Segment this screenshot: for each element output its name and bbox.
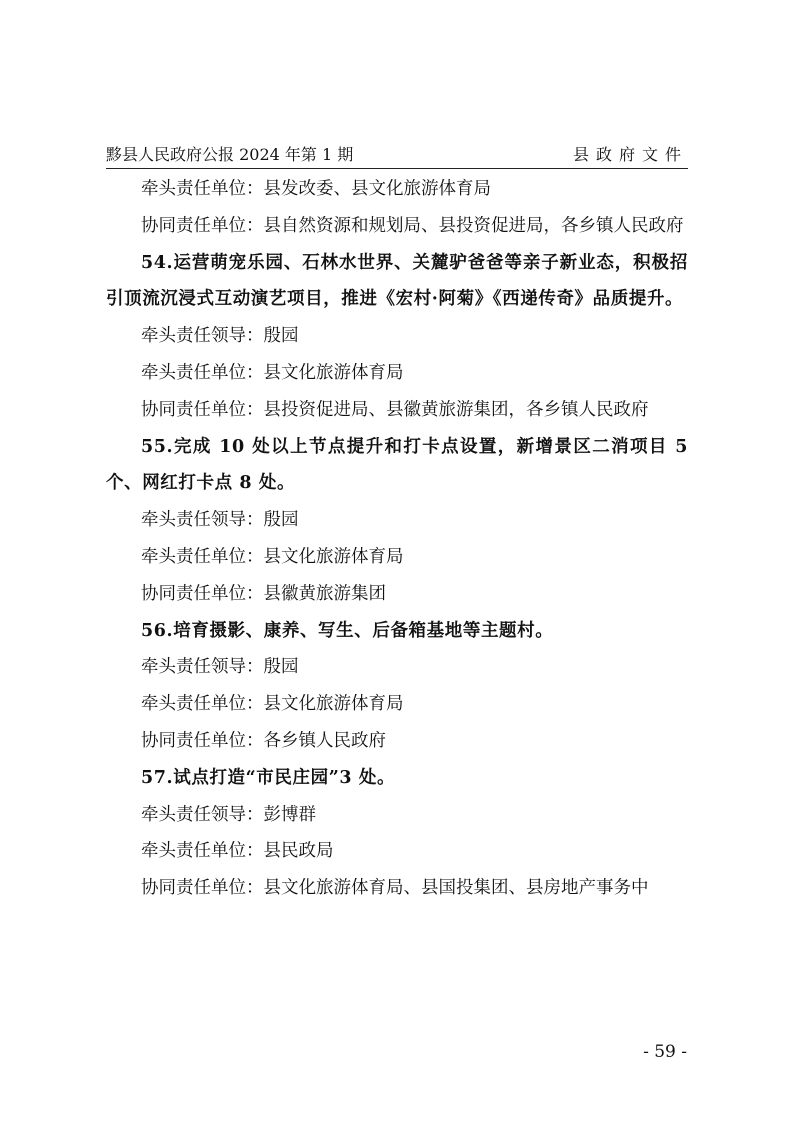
paragraph-lead-leader: 牵头责任领导：殷园 <box>141 657 299 678</box>
paragraph-lead-unit: 牵头责任单位：县文化旅游体育局 <box>141 362 404 383</box>
paragraph-cooperating-unit: 协同责任单位：县自然资源和规划局、县投资促进局，各乡镇人民政府 <box>141 215 684 236</box>
paragraph-lead-unit: 牵头责任单位：县民政局 <box>141 841 334 862</box>
paragraph-lead-leader: 牵头责任领导：殷园 <box>141 326 299 347</box>
section-title: 县政府文件 <box>572 145 688 164</box>
paragraph-cooperating-unit: 协同责任单位：县投资促进局、县徽黄旅游集团，各乡镇人民政府 <box>141 399 649 420</box>
paragraph-lead-unit: 牵头责任单位：县文化旅游体育局 <box>141 694 404 715</box>
paragraph-lead-unit: 牵头责任单位：县发改委、县文化旅游体育局 <box>141 179 491 199</box>
item-56: 56.培育摄影、康养、写生、后备箱基地等主题村。 <box>141 620 554 641</box>
paragraph-lead-leader: 牵头责任领导：殷园 <box>141 510 299 531</box>
paragraph-cooperating-unit: 协同责任单位：县徽黄旅游集团 <box>141 583 386 604</box>
item-57: 57.试点打造“市民庄园”3 处。 <box>141 767 396 788</box>
paragraph-cooperating-unit: 协同责任单位：县文化旅游体育局、县国投集团、县房地产事务中 <box>141 878 649 899</box>
item-54: 54.运营萌宠乐园、石林水世界、关麓驴爸爸等亲子新业态，积极招引顶流沉浸式互动演艺项目，推进《宏村·阿菊》《西递传奇》品质提升。 <box>106 252 688 310</box>
item-55: 55.完成 10 处以上节点提升和打卡点设置，新增景区二消项目 5 个、网红打卡点 8 处。 <box>106 436 688 494</box>
paragraph-cooperating-unit: 协同责任单位：各乡镇人民政府 <box>141 730 386 751</box>
page-header <box>106 138 688 169</box>
page-number: - 59 - <box>643 1042 687 1062</box>
document-body <box>106 171 688 907</box>
publication-title: 黟县人民政府公报 2024 年第 1 期 <box>106 145 354 164</box>
paragraph-lead-leader: 牵头责任领导：彭博群 <box>141 804 316 825</box>
paragraph-lead-unit: 牵头责任单位：县文化旅游体育局 <box>141 546 404 567</box>
